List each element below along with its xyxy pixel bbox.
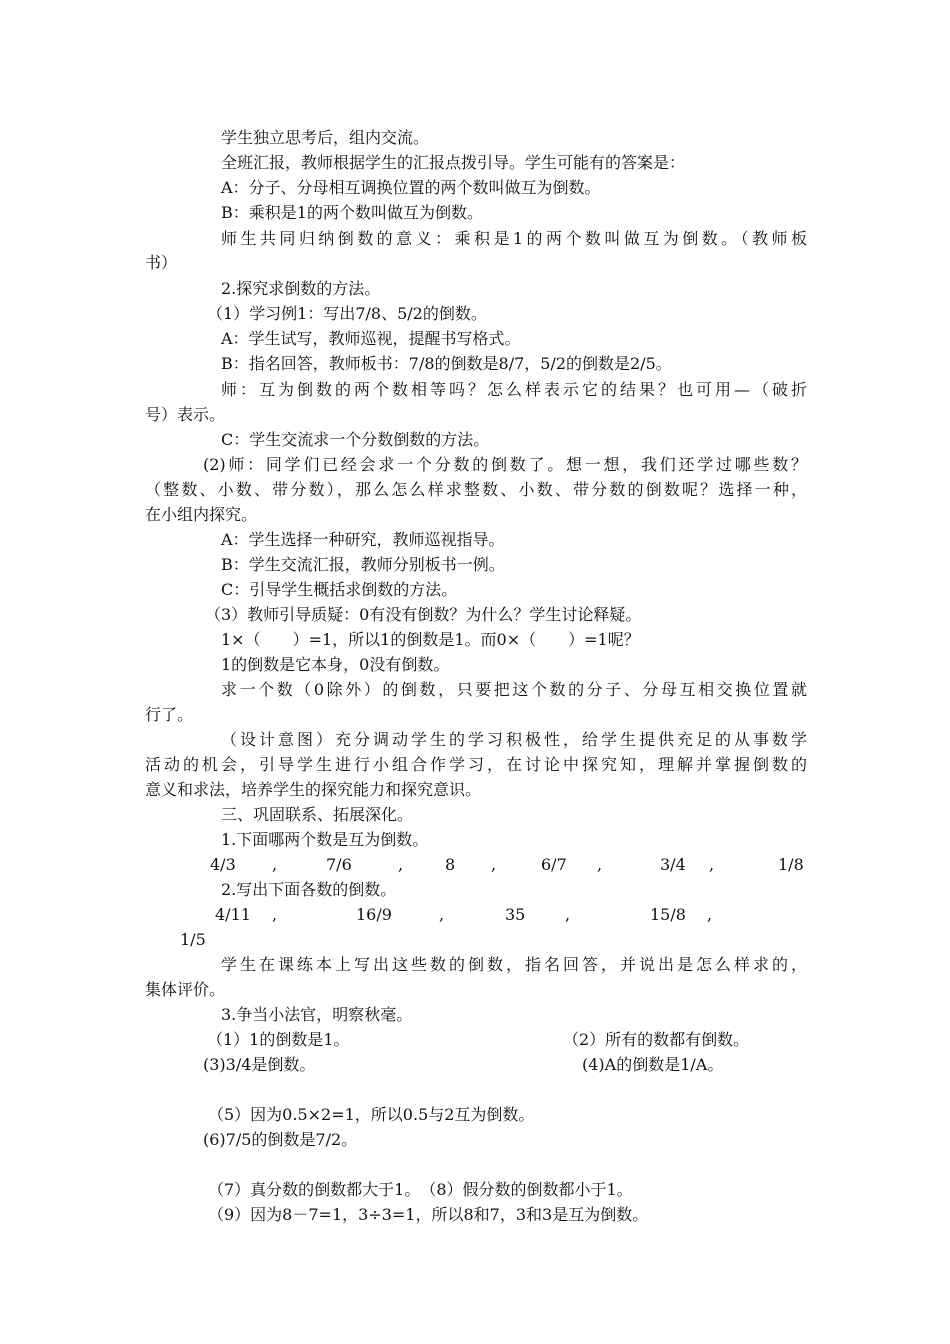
separator: , [597, 855, 603, 874]
paragraph: （1）学习例1：写出7/8、5/2的倒数。 [207, 304, 487, 323]
judgment-item: （1）1的倒数是1。 [207, 1030, 350, 1049]
paragraph: 学生在课练本上写出这些数的倒数，指名回答，并说出是怎么样求的， [221, 955, 807, 974]
paragraph: 学生独立思考后，组内交流。 [221, 128, 430, 147]
separator: , [398, 855, 404, 874]
paragraph: 意义和求法，培养学生的探究能力和探究意识。 [145, 780, 482, 799]
separator: , [565, 905, 571, 924]
fraction-item: 6/7 [541, 855, 567, 874]
separator: , [439, 905, 445, 924]
paragraph: 活动的机会，引导学生进行小组合作学习，在讨论中探究知，理解并掌握倒数的 [145, 755, 807, 774]
fraction-item: 7/6 [326, 855, 352, 874]
paragraph: 集体评价。 [145, 980, 226, 999]
exercise-title: 2.写出下面各数的倒数。 [221, 880, 397, 899]
paragraph: B：指名回答，教师板书：7/8的倒数是8/7，5/2的倒数是2/5。 [221, 354, 672, 373]
paragraph: C：引导学生概括求倒数的方法。 [221, 580, 458, 599]
paragraph: 行了。 [145, 705, 194, 724]
fraction-item: 1/5 [180, 930, 206, 949]
fraction-item: 8 [445, 855, 456, 874]
paragraph: 在小组内探究。 [145, 505, 258, 524]
separator: , [707, 905, 713, 924]
paragraph: 1×（ ）=1，所以1的倒数是1。而0×（ ）=1呢？ [221, 630, 640, 649]
paragraph: 1的倒数是它本身，0没有倒数。 [221, 655, 450, 674]
paragraph: 号）表示。 [145, 405, 226, 424]
section-heading: 2.探究求倒数的方法。 [221, 279, 381, 298]
paragraph: C：学生交流求一个分数倒数的方法。 [221, 430, 490, 449]
fraction-item: 16/9 [356, 905, 392, 924]
paragraph: （3）教师引导质疑：0有没有倒数？为什么？学生讨论释疑。 [205, 605, 642, 624]
paragraph: (2)师：同学们已经会求一个分数的倒数了。想一想，我们还学过哪些数？ [203, 455, 807, 474]
paragraph: B：学生交流汇报，教师分别板书一例。 [221, 555, 505, 574]
paragraph: 书） [145, 253, 178, 272]
fraction-item: 35 [505, 905, 526, 924]
paragraph: A：学生选择一种研究，教师巡视指导。 [221, 530, 505, 549]
separator: , [491, 855, 497, 874]
judgment-item: （5）因为0.5×2=1，所以0.5与2互为倒数。 [208, 1105, 535, 1124]
fraction-item: 15/8 [650, 905, 686, 924]
paragraph: B：乘积是1的两个数叫做互为倒数。 [221, 203, 483, 222]
paragraph: A：学生试写，教师巡视，提醒书写格式。 [221, 329, 521, 348]
judgment-item: （9）因为8－7=1，3÷3=1，所以8和7，3和3是互为倒数。 [208, 1205, 649, 1224]
fraction-item: 1/8 [778, 855, 804, 874]
exercise-2-numbers [0, 905, 950, 925]
paragraph: （整数、小数、带分数），那么怎么样求整数、小数、带分数的倒数呢？选择一种， [145, 480, 807, 499]
paragraph: A：分子、分母相互调换位置的两个数叫做互为倒数。 [221, 178, 601, 197]
judgment-item: （2）所有的数都有倒数。 [563, 1030, 750, 1049]
judgment-item: (4)A的倒数是1/A。 [582, 1055, 724, 1074]
fraction-item: 4/3 [210, 855, 236, 874]
paragraph: 求一个数（0除外）的倒数，只要把这个数的分子、分母互相交换位置就 [221, 680, 807, 699]
exercise-title: 1.下面哪两个数是互为倒数。 [221, 830, 429, 849]
paragraph: 全班汇报，教师根据学生的汇报点拨引导。学生可能有的答案是： [221, 153, 686, 172]
fraction-item: 4/11 [215, 905, 251, 924]
separator: , [272, 855, 278, 874]
separator: , [272, 905, 278, 924]
section-heading: 三、巩固联系、拓展深化。 [221, 805, 414, 824]
judgment-item: (3)3/4是倒数。 [203, 1055, 316, 1074]
exercise-1-numbers [0, 855, 950, 875]
separator: , [709, 855, 715, 874]
paragraph: 师：互为倒数的两个数相等吗？怎么样表示它的结果？也可用—（破折 [221, 380, 807, 399]
paragraph: 师生共同归纳倒数的意义：乘积是1的两个数叫做互为倒数。（教师板 [221, 229, 807, 248]
judgment-item: (6)7/5的倒数是7/2。 [203, 1130, 358, 1149]
judgment-item: （7）真分数的倒数都大于1。 （8）假分数的倒数都小于1。 [208, 1180, 633, 1199]
exercise-title: 3.争当小法官，明察秋毫。 [221, 1005, 413, 1024]
fraction-item: 3/4 [660, 855, 686, 874]
paragraph: （设计意图）充分调动学生的学习积极性，给学生提供充足的从事数学 [221, 730, 807, 749]
